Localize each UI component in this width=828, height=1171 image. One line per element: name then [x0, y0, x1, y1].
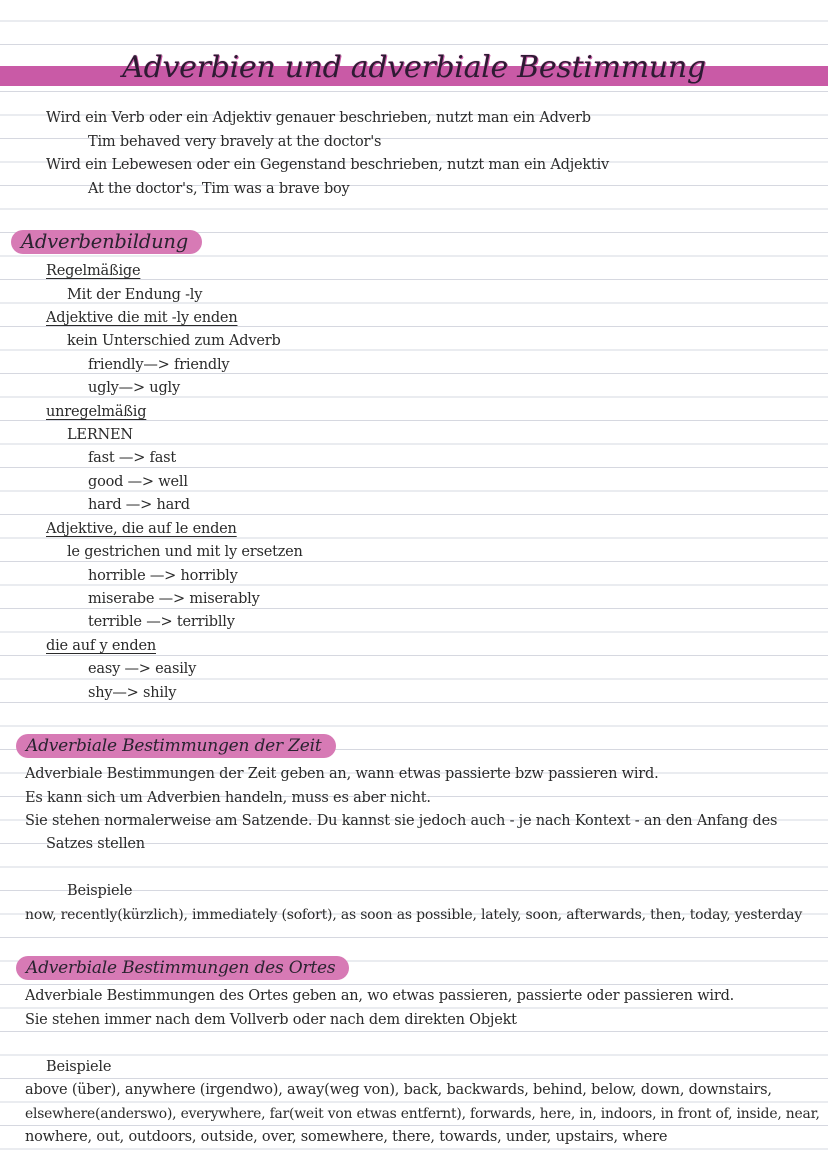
zeit-line-1: Adverbiale Bestimmungen der Zeit geben an, wann etwas passierte bzw passieren wird.: [25, 766, 659, 782]
regel-text: Mit der Endung -ly: [67, 287, 203, 303]
zeit-line-2: Es kann sich um Adverbien handeln, muss es aber nicht.: [25, 790, 431, 806]
zeit-line-3: Sie stehen normalerweise am Satzende. Du kannst sie jedoch auch - je nach Kontext - an den Anfang des: [25, 813, 778, 829]
zeit-examples-label: Beispiele: [67, 883, 133, 899]
ort-examples-label: Beispiele: [46, 1059, 112, 1075]
intro-line-1: Wird ein Verb oder ein Adjektiv genauer beschrieben, nutzt man ein Adverb: [46, 110, 591, 126]
irregular-label: unregelmäßig: [46, 404, 147, 420]
intro-example-2: At the doctor's, Tim was a brave boy: [88, 181, 350, 197]
ly-text: kein Unterschied zum Adverb: [67, 333, 281, 349]
ort-examples-2: elsewhere(anderswo), everywhere, far(weit von etwas entfernt), forwards, here, in, indoors, in front of, inside, near,: [25, 1106, 820, 1122]
irregular-text: LERNEN: [67, 427, 133, 443]
y-label: die auf y enden: [46, 638, 156, 654]
ly-example-1: friendly—> friendly: [88, 357, 230, 373]
ly-label: Adjektive die mit -ly enden: [46, 310, 238, 326]
le-example-3: terrible —> terriblly: [88, 614, 235, 630]
heading-ort: Adverbiale Bestimmungen des Ortes: [16, 956, 349, 980]
ort-line-1: Adverbiale Bestimmungen des Ortes geben an, wo etwas passieren, passierte oder passieren wird.: [25, 988, 735, 1004]
le-example-2: miserabe —> miserably: [88, 591, 260, 607]
heading-adverbenbildung: Adverbenbildung: [11, 230, 202, 254]
ort-examples-1: above (über), anywhere (irgendwo), away(weg von), back, backwards, behind, below, down, downstairs,: [25, 1082, 772, 1098]
intro-line-2: Wird ein Lebewesen oder ein Gegenstand beschrieben, nutzt man ein Adjektiv: [46, 157, 610, 173]
ort-line-2: Sie stehen immer nach dem Vollverb oder nach dem direkten Objekt: [25, 1012, 517, 1028]
ly-example-2: ugly—> ugly: [88, 380, 180, 396]
ort-examples-3: nowhere, out, outdoors, outside, over, somewhere, there, towards, under, upstairs, where: [25, 1129, 668, 1145]
le-text: le gestrichen und mit ly ersetzen: [67, 544, 303, 560]
le-example-1: horrible —> horribly: [88, 568, 238, 584]
page-title: Adverbien und adverbiale Bestimmung: [122, 50, 706, 85]
heading-zeit: Adverbiale Bestimmungen der Zeit: [16, 734, 336, 758]
y-example-2: shy—> shily: [88, 685, 177, 701]
le-label: Adjektive, die auf le enden: [46, 521, 237, 537]
zeit-examples: now, recently(kürzlich), immediately (sofort), as soon as possible, lately, soon, afterwards, then, today, yesterday: [25, 907, 803, 923]
y-example-1: easy —> easily: [88, 661, 197, 677]
irregular-example-2: good —> well: [88, 474, 188, 490]
irregular-example-3: hard —> hard: [88, 497, 190, 513]
intro-example-1: Tim behaved very bravely at the doctor's: [88, 134, 382, 150]
regel-label: Regelmäßige: [46, 263, 141, 279]
zeit-line-4: Satzes stellen: [46, 836, 145, 852]
irregular-example-1: fast —> fast: [88, 450, 177, 466]
